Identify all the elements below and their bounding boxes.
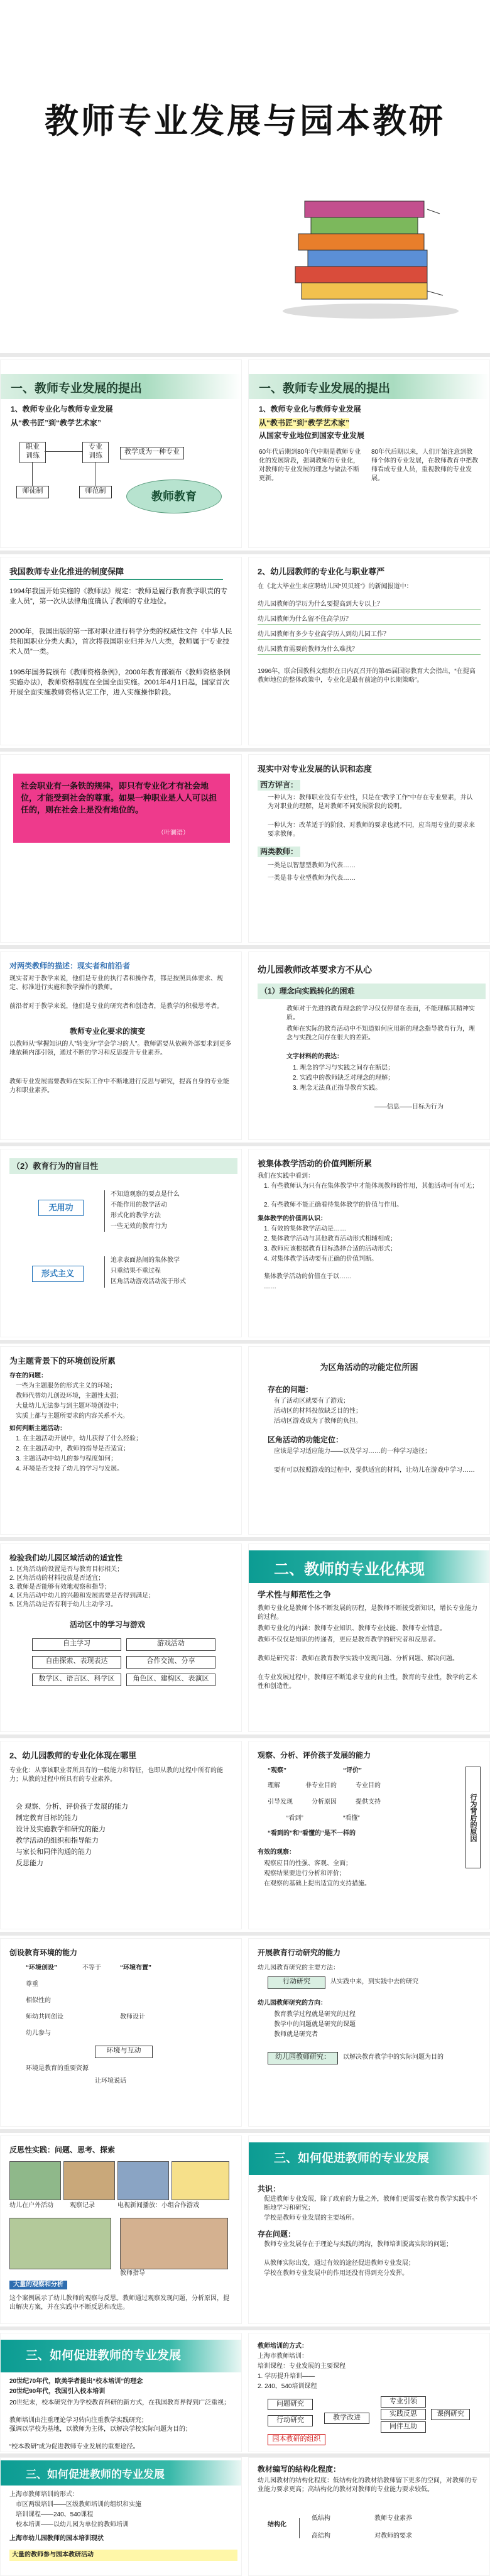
- diagram-box: 角色区、建构区、表演区: [126, 1674, 215, 1686]
- diagram-label: 环境是教育的重要资源: [26, 2065, 89, 2072]
- list-item: 只重结果不重过程: [111, 1268, 161, 1274]
- diagram-box: 同伴互助: [381, 2421, 426, 2433]
- slide-subheading: 共识：: [258, 2184, 281, 2193]
- bullet-item: 1994年我国开始实施的《教师法》规定：“教师是履行教育教学职责的专业人员”，第一次从法律角度确认了教师的专业地位。: [9, 588, 228, 605]
- slide-paragraph: 现实者对于教学来说，他们是专业的执行者和操作者，都是按照具体要求、规定、标准进行实施和教学操作的教师。: [9, 975, 223, 991]
- slide-paragraph: 应该是学习适应能力——以及学习……的一种学习途径；: [274, 1448, 431, 1455]
- bracket: [299, 2518, 300, 2538]
- slide-paragraph: 促进教师专业发展，除了政府的力量之外，教师们更需要在教育教学实践中不断地学习和研究；: [264, 2196, 477, 2212]
- bullet-item: 20世纪末，校本研究作为学校教育科研的新方式，在我国教育界得到广泛重视；: [9, 2399, 231, 2406]
- slide-5: [0, 754, 242, 943]
- diagram-box: 游戏活动: [126, 1638, 215, 1651]
- slide-paragraph: 4. 对集体教学活动要有正确的价值判断。: [264, 1256, 378, 1263]
- list-item: 追求表面热闹的集体教学: [111, 1257, 180, 1264]
- bullet-item: 强调以学校为基地，以教师为主体，以解决学校实际问题为目的；: [9, 2426, 192, 2433]
- slide-paragraph: 1. 有效的集体教学活动是……: [264, 1225, 347, 1232]
- bullet-item: 设计及实施教学和研究的能力: [16, 1826, 106, 1833]
- slide-subheading: 有效的观察：: [258, 1849, 295, 1856]
- category-box: 形式主义: [32, 1266, 84, 1282]
- diagram-box: 教学改进: [324, 2413, 369, 2424]
- slide-paragraph: 我们在实践中看到：: [258, 1173, 314, 1180]
- slide-header: [249, 374, 489, 399]
- divider: [0, 945, 490, 949]
- diagram-label: 相似性的: [26, 1997, 51, 2004]
- slide-4: [248, 557, 490, 745]
- question-line: 幼儿园教师有多少专业高学历人到幼儿园工作？: [258, 630, 481, 640]
- slide-18: [248, 1938, 490, 2127]
- slide-paragraph: 教师专业化是教师个体不断发展的历程，是教师不断接受新知识，增长专业能力的过程。: [258, 1605, 477, 1621]
- diagram-label: 幼儿参与: [26, 2030, 51, 2037]
- diagram-box: 自主学习: [32, 1638, 121, 1651]
- slide-subheading: 存在的问题：: [9, 1373, 47, 1379]
- slide-label: 两类教师：: [258, 847, 300, 857]
- diagram-box: 园本教研的组织: [268, 2434, 325, 2445]
- slide-paragraph: 幼儿园教育研究的主要方法：: [258, 1965, 339, 1971]
- slide-paragraph: 教学中的问题就是研究的课题: [274, 2021, 356, 2028]
- slide-heading: 三、如何促进教师的专业发展: [274, 2152, 430, 2165]
- divider: [0, 1143, 490, 1146]
- diagram-label: 教师设计: [120, 2014, 145, 2020]
- diagram-oval: 教师教育: [126, 480, 222, 513]
- divider: [0, 353, 490, 357]
- photo-caption: 幼儿在户外活动: [9, 2202, 53, 2209]
- slide-paragraph: 观察结果要进行分析和评价；: [264, 1870, 346, 1877]
- slide-line: 文字材料的的表达：: [286, 1053, 343, 1060]
- diagram-label: 高结构: [312, 2533, 330, 2540]
- diagram-label: 教师专业素养: [374, 2515, 412, 2522]
- bracket: [104, 1256, 105, 1288]
- slide-paragraph: 一种认为：改革适于的阶段、对教师的要求也就不同，应当用专业的要求来要求教师。: [268, 822, 475, 838]
- diagram-label: “环境布置”: [120, 1965, 151, 1971]
- slide-paragraph: 从教师实际出发，通过有效的途径促进教师专业发展；: [264, 2260, 415, 2267]
- slide-header: [1, 374, 241, 399]
- diagram-label: 对教师的要求: [374, 2533, 412, 2540]
- slide-paragraph: 一类是以智慧型教师为代表……: [268, 862, 356, 869]
- slide-signature: ——信息——目标为行为: [374, 1104, 444, 1110]
- photo-caption: 电视新闻播放：小组合作游戏: [117, 2202, 199, 2209]
- slide-subheading: 20世纪90年代，我国引入校本培训: [9, 2388, 106, 2395]
- slide-subheading: 活动区中的学习与游戏: [70, 1620, 146, 1629]
- photo: [117, 2161, 169, 2200]
- diagram-label: “看到”: [286, 1815, 303, 1822]
- slide-paragraph: 要有可以按照游戏的过程中，提供适宜的材料，让幼儿在游戏中学习……: [274, 1467, 475, 1474]
- bullet-item: 会 观察、分析、评价孩子发展的能力: [16, 1803, 129, 1811]
- slide-heading: 幼儿园教师改革要求方不从心: [258, 965, 372, 975]
- divider: [0, 1735, 490, 1738]
- slide-paragraph: 学校在教师专业发展中的作用还没有得到充分发挥。: [264, 2270, 408, 2277]
- slide-heading: 被集体教学活动的价值判断所累: [258, 1159, 373, 1168]
- slide-header: [249, 2142, 489, 2175]
- diagram-box: 幼儿园教师研究：: [268, 2052, 338, 2064]
- divider: [0, 2129, 490, 2133]
- slide-paragraph: 有了活动区就要有了游戏；: [274, 1398, 349, 1405]
- slide-paragraph: 1. 在主题活动开展中，幼儿获得了什么经验；: [16, 1435, 143, 1442]
- slide-subheading: 1、教师专业化与教师专业发展: [11, 405, 113, 414]
- slide-15: [0, 1741, 242, 1929]
- list-item: 一些无效的教育行为: [111, 1223, 167, 1230]
- bullet-item: 2000年，我国出版的第一部对职业进行科学分类的权威性文件《中华人民共和国职业分类大典》，首次将我国职业归并为八大类，教师属于“专业技术人员”一类。: [9, 628, 232, 655]
- slide-paragraph: 活动区游戏成为了教师的负担。: [274, 1418, 362, 1425]
- diagram-box: 合作交流、分享: [126, 1656, 215, 1669]
- slide-subheading: 幼儿园教师研究的方向：: [258, 2000, 327, 2007]
- slide-paragraph: 上海市教师培训的形式：: [9, 2491, 79, 2498]
- divider: [0, 1537, 490, 1541]
- slide-heading: 为区角活动的功能定位所困: [320, 1362, 418, 1372]
- slide-heading: 一、教师专业发展的提出: [259, 382, 391, 395]
- slide-paragraph: 3. 主题活动中幼儿的参与程度如何；: [16, 1455, 117, 1462]
- divider: [0, 1340, 490, 1344]
- question-line: 幼儿园教育需要的教师为什么难找？: [258, 645, 481, 655]
- slide-heading: （2）教育行为的盲目性: [9, 1158, 237, 1174]
- slide-paragraph: 教师就是研究者: [274, 2031, 318, 2038]
- diagram-box: 师范制: [79, 486, 112, 498]
- slide-heading: 创设教育环境的能力: [9, 1948, 78, 1957]
- highlight-bar: 大量的教师参与园本教研活动: [9, 2550, 237, 2561]
- slide-line: 从“教书匠”到“教学艺术家”: [11, 419, 102, 427]
- slide-paragraph: 教师专业发展需要教师在实际工作中不断地进行反思与研究，提高自身的专业能力和职业素养。: [9, 1078, 229, 1094]
- slide-paragraph: 一些为主题服务的形式主义的环境；: [16, 1383, 116, 1389]
- caption-bar: 大量的观察和分析: [9, 2281, 67, 2289]
- slide-line: 从“教书匠”到“教学艺术家”: [259, 419, 350, 427]
- slide-heading: 二、教师的专业化体现: [274, 1562, 425, 1578]
- slide-paragraph: 2. 在主题活动中，教师的指导是否适宜；: [16, 1445, 130, 1452]
- slide-heading: 检验我们幼儿园区域活动的适宜性: [9, 1554, 123, 1562]
- slide-paragraph: 一种认为：教师职业没有专业性，只是在“教学工作”中存在专业要素，并认为对职业的理解，是对教师不同发展阶段的说明。: [268, 794, 473, 810]
- slide-line: 3. 理念无法真正指导教育实践。: [293, 1085, 382, 1092]
- bullet-item: 教学活动的组织和指导能力: [16, 1837, 99, 1844]
- slide-paragraph: 一类是非专业型教师为代表……: [268, 875, 356, 882]
- slide-8: [248, 951, 490, 1140]
- diagram-box: 自由探索、表现表达: [32, 1656, 121, 1669]
- slide-paragraph: 在专业发展过程中，教师应不断追求专业的自主性，教育的专业性，教学的艺术性和创造性。: [258, 1674, 477, 1690]
- slide-paragraph: 5. 区角活动是否有利于幼儿主动学习。: [9, 1601, 117, 1608]
- question-line: 幼儿园教师为什么留不住高学历？: [258, 615, 481, 625]
- slide-subheading: 存在问题：: [258, 2230, 296, 2239]
- slide-heading: 观察、分析、评价孩子发展的能力: [258, 1751, 371, 1760]
- slide-19: [0, 2135, 242, 2324]
- diagram-box: 专业 训练: [82, 442, 109, 463]
- slide-heading: 对两类教师的描述：现实者和前沿者: [9, 962, 131, 970]
- slide-heading: 开展教育行动研究的能力: [258, 1948, 341, 1957]
- slide-label: 西方评言：: [258, 780, 300, 791]
- diagram-label: 专业目的: [356, 1782, 381, 1789]
- slide-17: [0, 1938, 242, 2127]
- slide-heading: 一、教师专业发展的提出: [11, 382, 143, 395]
- slide-paragraph: 教师专业化的内涵：教师专业知识、教师专业技能、教师专业情意。: [258, 1625, 446, 1632]
- divider: [0, 748, 490, 752]
- diagram-label: “看懂”: [343, 1815, 360, 1822]
- diagram-box: 师徒制: [16, 486, 49, 498]
- slide-header: [249, 1550, 489, 1583]
- slide-paragraph: 2. 区角活动的材料投放是否适宜；: [9, 1575, 105, 1582]
- slide-heading: 为主题背景下的环境创设所累: [9, 1356, 116, 1366]
- diagram-box: 问题研究: [268, 2399, 313, 2410]
- slide-paragraph: 教师专业发展存在于理论与实践的鸿沟，教师培训脱离实际的问题；: [264, 2241, 452, 2248]
- slide-paragraph: 从实践中来，到实践中去的研究: [330, 1978, 418, 1985]
- divider: [0, 1932, 490, 1936]
- slide-paragraph: 学校是教师专业发展的主要场所。: [264, 2215, 358, 2222]
- slide-paragraph: 大量幼儿无法参与到主题环境创设中；: [16, 1403, 122, 1410]
- slide-heading: 三、如何促进教师的专业发展: [26, 2469, 165, 2480]
- slide-paragraph: 培训课程——240、540课程: [16, 2511, 94, 2518]
- slide-paragraph: 3. 教师是否能够有效地观察和指导；: [9, 1584, 111, 1591]
- slide-paragraph: 60年代后期到80年代中期是教师专业化的发展阶段，强调教师的专业化，对教师的专业发展的理念与做法不断更新。: [259, 449, 361, 482]
- slide-heading: 我国教师专业化推进的制度保障: [9, 567, 124, 576]
- books-illustration: [276, 189, 465, 327]
- slide-paragraph: 上海市教师培训：: [258, 2353, 308, 2360]
- slide-paragraph: 市区两级培训——区级教师培训的组织和实施: [16, 2501, 141, 2508]
- slide-13: [0, 1543, 242, 1732]
- diagram-box: 环境与互动: [95, 2046, 153, 2058]
- question-line: 幼儿园教师的学历为什么要提高到大专以上？: [258, 600, 481, 610]
- diagram-box: 课例研究: [431, 2409, 470, 2420]
- slide-heading: 2、幼儿园教师的专业化与职业尊严: [258, 567, 385, 576]
- list-item: 形式化的教学方法: [111, 1212, 161, 1219]
- slide-paragraph: 教师是研究者：教师在教育教学实践中发现问题、分析问题、解决问题。: [258, 1655, 459, 1662]
- diagram-label: 师幼共同创设: [26, 2014, 63, 2020]
- slide-subheading: 教师培训的方式：: [258, 2343, 308, 2350]
- category-box: 无用功: [38, 1200, 84, 1216]
- slide-subheading: 集体教学的价值再认识：: [258, 1215, 327, 1222]
- diagram-label: 尊重: [26, 1981, 38, 1988]
- slide-paragraph: 以教师从“掌握知识的人”转变为“学会学习的人”。教师需要从依赖外部要求到更多地依赖内部引领，通过不断的学习和反思提升专业素养。: [9, 1041, 232, 1056]
- slide-paragraph: 校本培训——以幼儿园为单位的教师培训: [16, 2521, 129, 2528]
- slide-paragraph: 前沿者对于教学来说，他们是专业的研究者和创造者，是教学的积极思考者。: [9, 1003, 223, 1010]
- photo: [172, 2161, 229, 2200]
- quote-author: （叶澜语）: [158, 830, 189, 836]
- slide-subheading: （1）理念向实践转化的困难: [258, 984, 486, 999]
- bullet-item: 制定教育目标的能力: [16, 1814, 78, 1822]
- slide-header: [1, 2460, 241, 2486]
- diagram-label: 非专业目的: [305, 1782, 337, 1789]
- slide-paragraph: 集体教学活动的价值在于以……: [264, 1273, 352, 1280]
- diagram-label: 分析原因: [312, 1799, 337, 1806]
- diagram-label: “看到的”和“看懂的”是不一样的: [268, 1830, 356, 1837]
- diagram-box: 教学成为一种专业: [120, 447, 184, 459]
- connector: [32, 462, 33, 486]
- slide-paragraph: 3. 教师应该根据教育目标选择合适的活动形式；: [264, 1246, 397, 1252]
- bullet-item: 1995年国务院颁布《教师资格条例》，2000年教育部颁布《教师资格条例实施办法》，教师资格制度在全国全面实施。2001年4月1日起，国家首次开展全面实施教师资格认定工作，进入实施操作阶段。: [9, 669, 231, 696]
- slide-heading: 2、幼儿园教师的专业化体现在哪里: [9, 1751, 137, 1760]
- photo-caption: 教师指导: [120, 2270, 145, 2277]
- diagram-label: 引导发现: [268, 1799, 293, 1806]
- list-item: 区角活动游戏活动流于形式: [111, 1278, 186, 1285]
- slide-21: [0, 2333, 242, 2452]
- slide-paragraph: 这个案例展示了幼儿教师的观察与反思。教师通过观察发现问题，分析原因，提出解决方案，并在实践中不断反思和改进。: [9, 2295, 229, 2311]
- bracket: [104, 1190, 105, 1232]
- photo: [120, 2218, 228, 2269]
- slide-paragraph: 观察应目的性强、客观、全面；: [264, 1860, 352, 1867]
- slide-paragraph: 教师代替幼儿创设环境，主题性太强；: [16, 1393, 122, 1400]
- slide-paragraph: 教师对于先进的教育理念的学习仅仅停留在表面，不能理解其精神实质。: [286, 1006, 475, 1021]
- slide-subheading: 20世纪70年代，欧美学者提出“校本培训”的理念: [9, 2378, 143, 2385]
- slide-paragraph: 专业化：从事该职业者所具有的一般能力和特征，也即从教的过程中所有的能力；从教的过程中所具有的专业素养。: [9, 1767, 223, 1783]
- diagram-label: 让环境说话: [95, 2078, 126, 2085]
- diagram-label: “观察”: [268, 1767, 286, 1774]
- slide-heading: 现实中对专业发展的认识和态度: [258, 764, 373, 774]
- slide-subheading: 存在的问题：: [268, 1385, 313, 1394]
- page-title: 教师专业发展与园本教研: [45, 102, 445, 140]
- slide-2: [248, 359, 490, 548]
- slide-12: [248, 1346, 490, 1535]
- slide-subheading: 教师专业化要求的演变: [70, 1027, 146, 1036]
- title-slide: [0, 0, 490, 352]
- divider: [0, 551, 490, 554]
- slide-paragraph: 1. 有些教师认为只有在集体教学中才能体现教师的作用，其他活动可有可无；: [264, 1183, 479, 1190]
- slide-heading: 三、如何促进教师的专业发展: [26, 2349, 182, 2362]
- slide-paragraph: 活动区的材料投放缺乏目的性；: [274, 1408, 362, 1415]
- slide-line: 1. 理念的学习与实践之间存在断层；: [293, 1065, 395, 1072]
- slide-heading: 反思性实践：问题、思考、探索: [9, 2146, 116, 2154]
- slide-paragraph: 以解决教育教学中的实际问题为目的: [343, 2054, 444, 2061]
- slide-paragraph: 4. 区角活动中幼儿的兴趣和发展需要是否得到满足；: [9, 1592, 155, 1599]
- slide-9: [0, 1149, 242, 1337]
- slide-6: [248, 754, 490, 943]
- slide-paragraph: 1. 区角活动的设置是否与教育目标相关；: [9, 1566, 124, 1573]
- bullet-item: “校本教研”成为促进教师专业发展的重要途径。: [9, 2443, 139, 2450]
- slide-paragraph: 在观察的基础上提出适宜的支持措施。: [264, 1880, 371, 1887]
- diagram-box: 行动研究: [268, 2415, 313, 2426]
- slide-paragraph: 教师不仅仅是知识的传递者，更应是教育教学的研究者和反思者。: [258, 1636, 440, 1643]
- slide-subheading: 上海市幼儿园教师的园本培训现状: [9, 2535, 104, 2542]
- diagram-label: 提供支持: [356, 1799, 381, 1806]
- photo: [9, 2161, 61, 2200]
- slide-paragraph: 4. 环境是否支持了幼儿的学习与发展。: [16, 1466, 124, 1472]
- slide-16: [248, 1741, 490, 1929]
- slide-22: [248, 2333, 490, 2452]
- side-label: 行为背后的原因: [466, 1767, 481, 1868]
- list-item: 不知道观察的要点是什么: [111, 1191, 180, 1198]
- slide-subheading: 学术性与师范性之争: [258, 1590, 332, 1599]
- slide-paragraph: 实质上都与主题所要求的内容关系不大。: [16, 1413, 129, 1420]
- photo: [9, 2218, 111, 2269]
- slide-heading: 教材编写的结构化程度：: [258, 2465, 341, 2474]
- diagram-box: 行动研究: [268, 1976, 325, 1989]
- diagram-label: “评价”: [343, 1767, 362, 1774]
- diagram-label: “环境创设”: [26, 1965, 57, 1971]
- diagram-label: 低结构: [312, 2515, 330, 2522]
- slide-paragraph: 1996年，联合国教科文组织在日内瓦召开的第45届国际教育大会指出，“在提高教师地位的整体政策中，专业化是最有前途的中长期策略”。: [258, 668, 476, 684]
- diagram-box: 数学区、语言区、科学区: [32, 1674, 121, 1686]
- diagram-label: 结构化: [268, 2521, 286, 2528]
- bullet-item: 与家长和同伴沟通的能力: [16, 1848, 92, 1856]
- slide-paragraph: 培训课程：专业发展的主要课程: [258, 2363, 346, 2370]
- slide-paragraph: 2. 240、540培训课程: [258, 2383, 317, 2390]
- connector: [45, 451, 82, 452]
- slide-paragraph: ……: [264, 1283, 276, 1290]
- slide-7: [0, 951, 242, 1140]
- slide-14: [248, 1543, 490, 1732]
- diagram-box: 专业引领: [381, 2396, 426, 2408]
- photo: [63, 2161, 115, 2200]
- photo-caption: 观察记录: [70, 2202, 95, 2209]
- slide-paragraph: 幼儿园教材的结构化程度：低结构化的教材给教师留下更多的空间，对教师的专业能力要求更高；高结构化的教材对教师的专业能力要求较低。: [258, 2477, 477, 2493]
- slide-paragraph: 教师在实际的教育活动中不知道如何应用新的理念指导教育行为，理念与实践之间存在很大的差距。: [286, 1026, 475, 1041]
- diagram-label: 不等于: [82, 1965, 101, 1971]
- list-item: 不能作用的教学活动: [111, 1202, 167, 1209]
- slide-line: 从国家专业地位到国家专业发展: [259, 431, 365, 440]
- slide-line: 2. 实践中的教师缺乏对理念的理解；: [293, 1075, 395, 1082]
- slide-paragraph: 2. 集体教学活动与其他教育活动形式相辅相成；: [264, 1236, 397, 1242]
- slide-24: [248, 2457, 490, 2576]
- diagram-box: 实践反思: [381, 2409, 426, 2420]
- bullet-item: 教师培训由注重理论学习转向注重教学实践研究；: [9, 2417, 148, 2424]
- slide-paragraph: 80年代后期以来，人们开始注意到教师个体的专业发展，在教师教育中把教师看成专业人员，重视教师的专业发展。: [371, 449, 478, 482]
- bullet-item: 反思能力: [16, 1860, 43, 1867]
- slide-header: [1, 2340, 241, 2372]
- slide-paragraph: 1. 学历提升培训——: [258, 2373, 315, 2380]
- slide-subheading: 如何判断主题活动：: [9, 1425, 66, 1432]
- divider: [0, 2327, 490, 2330]
- slide-paragraph: 2. 有些教师不能正确看待集体教学的价值与作用。: [264, 1202, 403, 1209]
- quote-text: 社会职业有一条铁的规律，即只有专业化才有社会地位，才能受到社会的尊重。如果一种职业是人人可以担任的，则在社会上是没有地位的。: [21, 781, 217, 814]
- rule: [9, 579, 223, 580]
- diagram-box: 职业 训练: [19, 442, 46, 463]
- slide-1: [0, 359, 242, 548]
- slide-10: [248, 1149, 490, 1337]
- diagram-label: 理解: [268, 1782, 280, 1789]
- slide-paragraph: 在《北大毕业生来应聘幼儿园“贝贝班”》的新闻报道中：: [258, 583, 413, 590]
- slide-subheading: 1、教师专业化与教师专业发展: [259, 405, 361, 414]
- slide-subheading: 区角活动的功能定位：: [268, 1435, 344, 1444]
- slide-3: [0, 557, 242, 745]
- slide-23: [0, 2457, 242, 2576]
- slide-11: [0, 1346, 242, 1535]
- slide-paragraph: 教育教学过程就是研究的过程: [274, 2011, 356, 2018]
- slide-20: [248, 2135, 490, 2324]
